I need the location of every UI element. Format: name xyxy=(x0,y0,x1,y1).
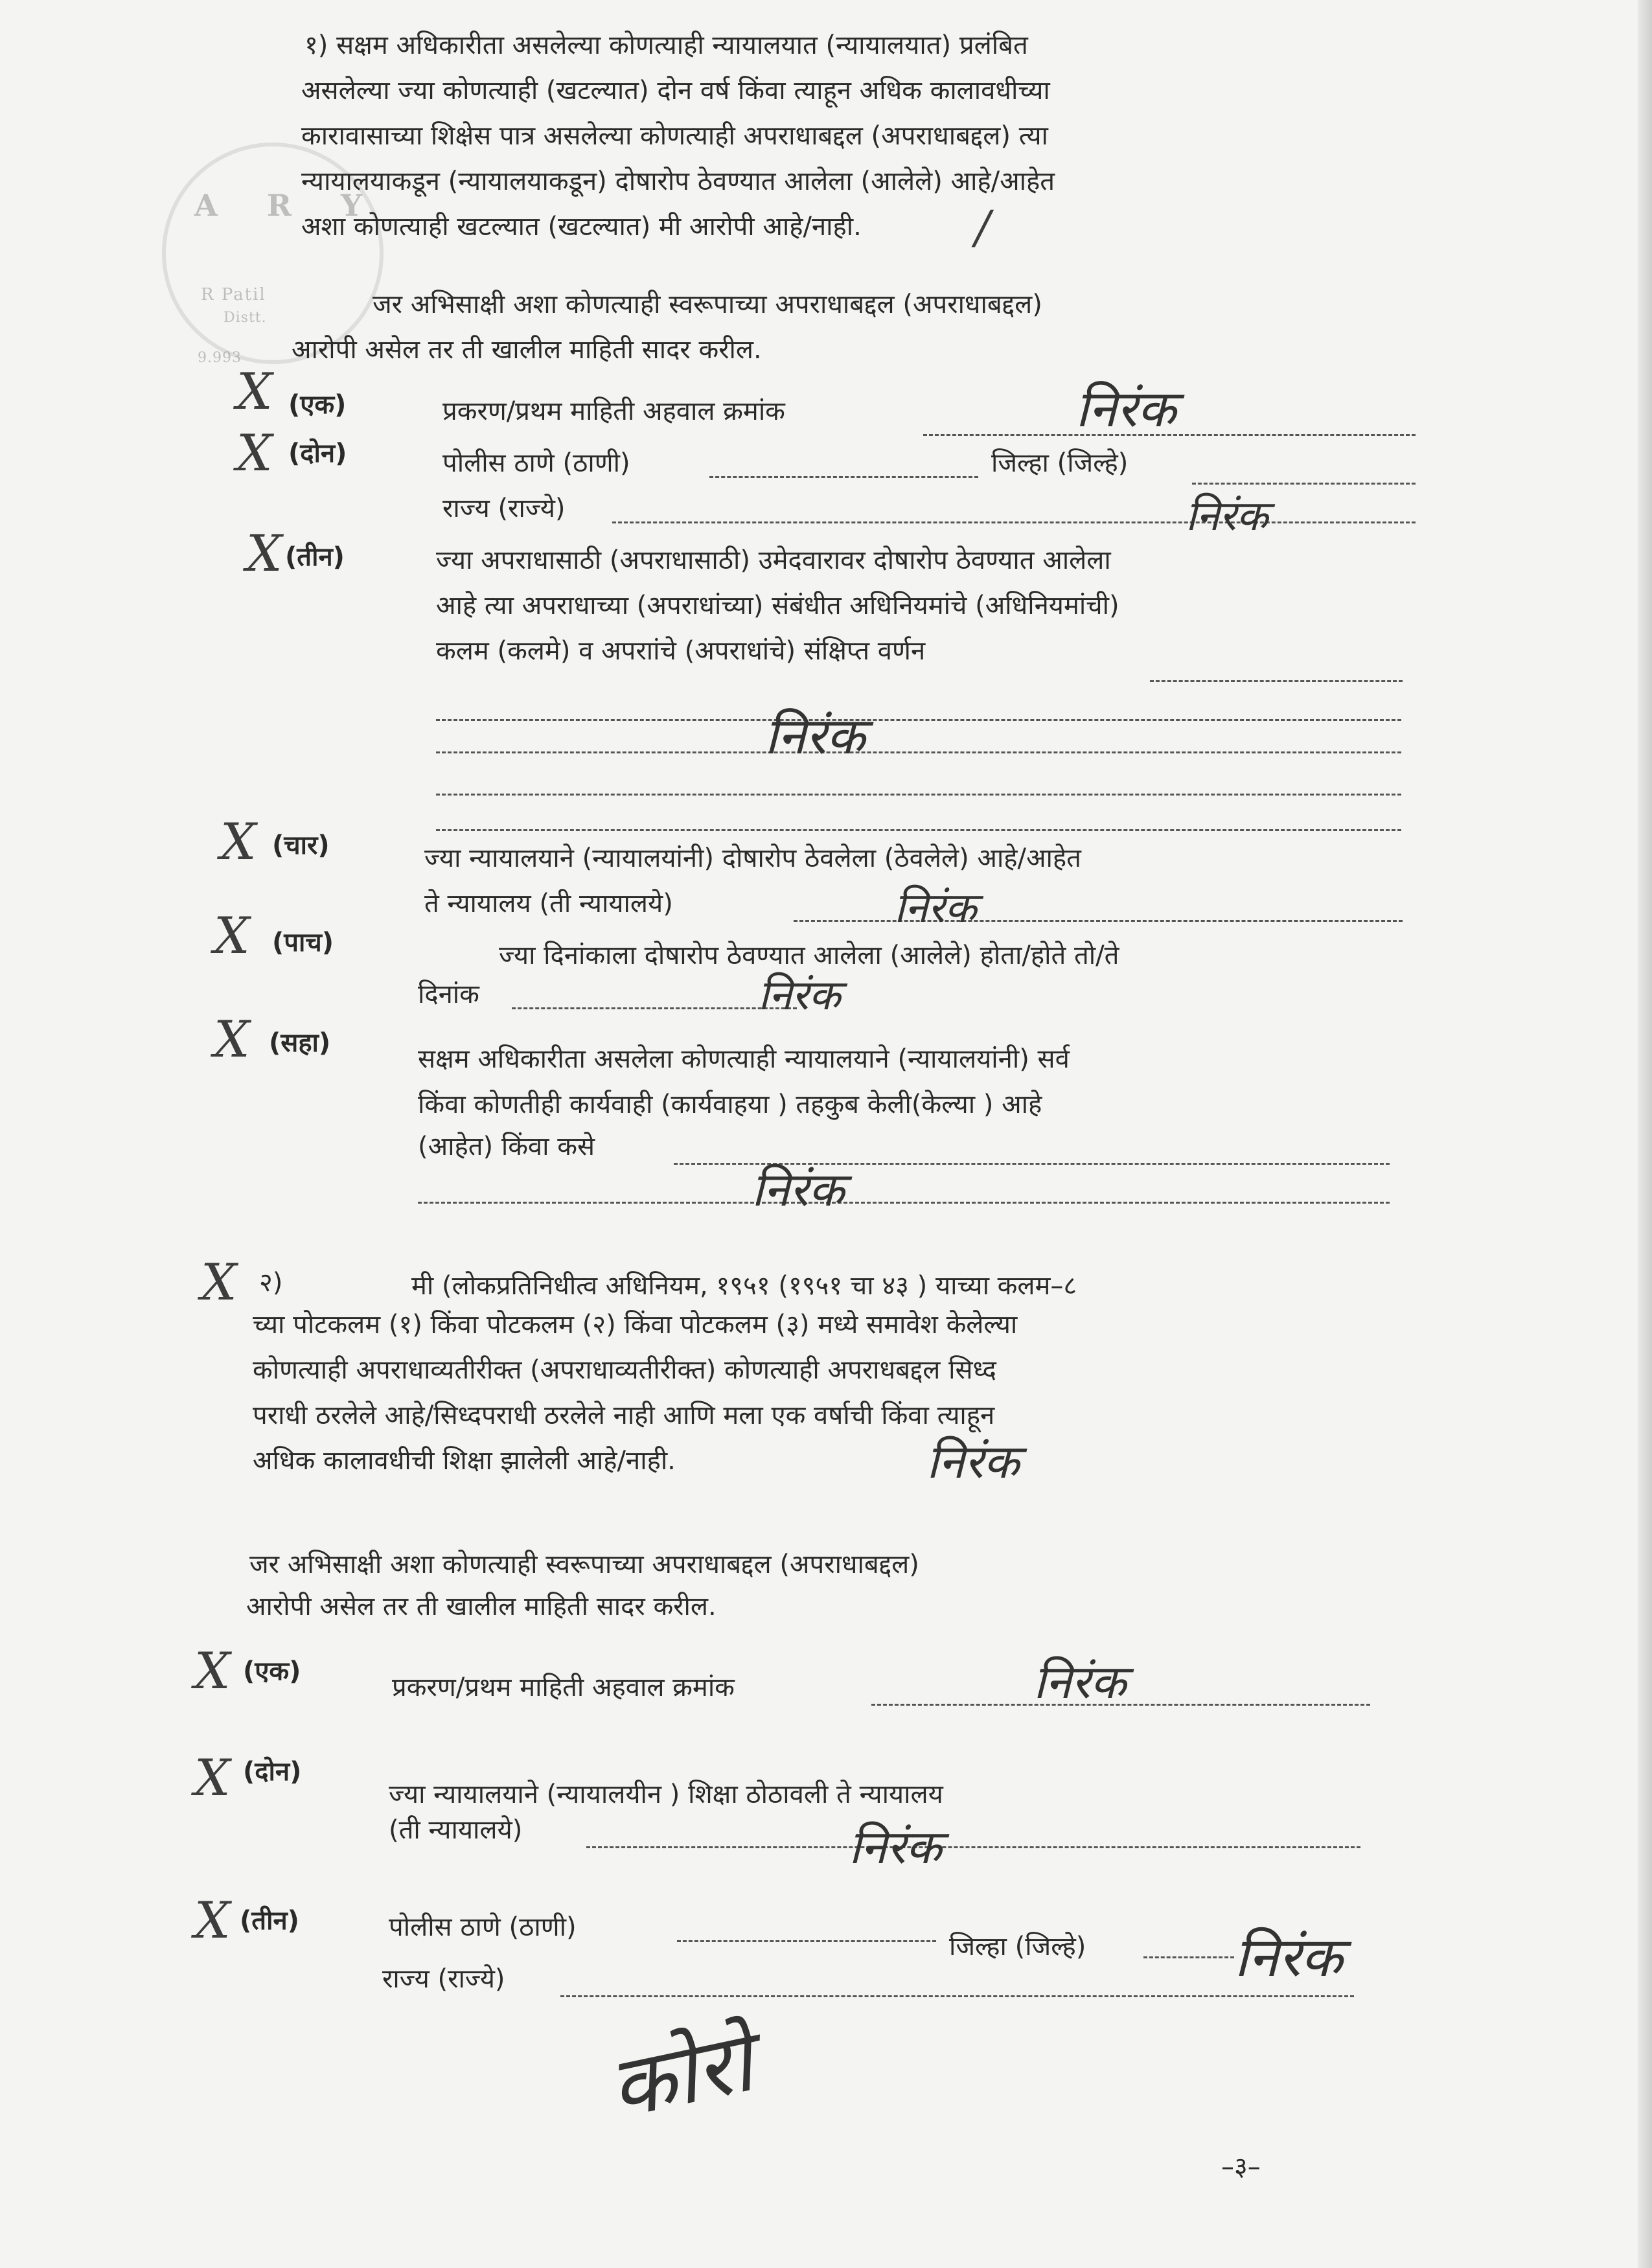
sec1-intro-2: आरोपी असेल तर ती खालील माहिती सादर करील. xyxy=(292,335,762,365)
item-text: राज्य (राज्ये) xyxy=(382,1964,505,1994)
cross-mark: X xyxy=(194,1749,231,1807)
item-text: प्रकरण/प्रथम माहिती अहवाल क्रमांक xyxy=(392,1673,735,1702)
item-text: (आहेत) किंवा कसे xyxy=(418,1132,595,1162)
fill-line xyxy=(1143,1956,1234,1958)
item-text: ज्या अपराधासाठी (अपराधासाठी) उमेदवारावर दोषारोप ठेवण्यात आलेला xyxy=(436,545,1111,575)
handwritten-entry: निरंक xyxy=(1075,380,1176,439)
item-text: प्रकरण/प्रथम माहिती अहवाल क्रमांक xyxy=(442,396,785,426)
item-text: पोलीस ठाणे (ठाणी) xyxy=(389,1912,577,1942)
page-number: –३– xyxy=(1221,2152,1261,2182)
fill-line xyxy=(436,794,1401,796)
sec1-line-1: १) सक्षम अधिकारीता असलेल्या कोणत्याही न्यायालयात (न्यायालयात) प्रलंबित xyxy=(304,30,1028,60)
cross-mark: X xyxy=(236,424,273,483)
fill-line xyxy=(436,751,1401,753)
cross-mark: X xyxy=(194,1892,231,1950)
handwritten-entry: निरंक xyxy=(894,884,977,932)
sec2-line-2: च्या पोटकलम (१) किंवा पोटकलम (२) किंवा पोटकलम (३) मध्ये समावेश केलेल्या xyxy=(253,1310,1018,1340)
item-label: (दोन) xyxy=(243,1757,302,1787)
strike-mark: / xyxy=(975,201,991,254)
handwritten-entry: निरंक xyxy=(926,1434,1020,1489)
cross-mark: X xyxy=(246,525,282,583)
item-label: (दोन) xyxy=(288,439,347,468)
sec2-line-3: कोणत्याही अपराधाव्यतीरीक्त (अपराधाव्यतीरीक्त) कोणत्याही अपराधबद्दल सिध्द xyxy=(253,1355,996,1385)
handwritten-entry: निरंक xyxy=(758,972,841,1020)
cross-mark: X xyxy=(236,363,273,421)
fill-line xyxy=(612,521,1416,523)
item-text: सक्षम अधिकारीता असलेला कोणत्याही न्यायालयाने (न्यायालयांनी) सर्व xyxy=(418,1044,1070,1074)
item-text: जिल्हा (जिल्हे) xyxy=(991,448,1129,478)
fill-line xyxy=(436,719,1401,721)
fill-line xyxy=(709,476,978,478)
handwritten-entry: निरंक xyxy=(1186,492,1268,540)
handwritten-entry: निरंक xyxy=(764,707,866,766)
item-label: (एक) xyxy=(243,1656,301,1686)
item-text: ते न्यायालय (ती न्यायालये) xyxy=(424,889,673,919)
fill-line xyxy=(436,829,1401,831)
item-text: दिनांक xyxy=(418,979,479,1009)
sec2-line-4: पराधी ठरलेले आहे/सिध्दपराधी ठरलेले नाही आणि मला एक वर्षाची किंवा त्याहून xyxy=(253,1401,995,1430)
item-text: ज्या न्यायालयाने (न्यायालयांनी) दोषारोप ठेवलेला (ठेवलेले) आहे/आहेत xyxy=(424,843,1081,873)
item-text: ज्या दिनांकाला दोषारोप ठेवण्यात आलेला (आलेले) होता/होते तो/ते xyxy=(499,941,1119,970)
stamp-letters: A R Y xyxy=(194,188,382,223)
item-label: (तीन) xyxy=(240,1906,299,1936)
sec1-line-5: अशा कोणत्याही खटल्यात (खटल्यात) मी आरोपी आहे/नाही. xyxy=(301,212,862,242)
handwritten-entry: निरंक xyxy=(1234,1925,1343,1989)
stamp-no: 9.993 xyxy=(198,350,242,366)
item-text: आहे त्या अपराधाच्या (अपराधांच्या) संबंधीत अधिनियमांचे (अधिनियमांची) xyxy=(436,591,1119,621)
cross-mark: X xyxy=(214,1011,250,1069)
sec2-intro-1: जर अभिसाक्षी अशा कोणत्याही स्वरूपाच्या अपराधाबद्दल (अपराधाबद्दल) xyxy=(249,1550,919,1579)
item-text: जिल्हा (जिल्हे) xyxy=(949,1932,1086,1962)
item-label: (पाच) xyxy=(272,928,334,957)
sec1-line-3: कारावासाच्या शिक्षेस पात्र असलेल्या कोणत्याही अपराधाबद्दल (अपराधाबद्दल) त्या xyxy=(301,121,1048,151)
item-text: राज्य (राज्ये) xyxy=(442,494,566,523)
cross-mark: X xyxy=(201,1254,237,1312)
item-label: (तीन) xyxy=(285,542,345,572)
stamp-name: R Patil xyxy=(201,285,266,304)
fill-line xyxy=(1150,680,1403,682)
fill-line xyxy=(677,1940,936,1942)
item-text: (ती न्यायालये) xyxy=(389,1815,523,1845)
sec1-line-2: असलेल्या ज्या कोणत्याही (खटल्यात) दोन वर्ष किंवा त्याहून अधिक कालावधीच्या xyxy=(301,76,1050,106)
item-text: कलम (कलमे) व अपराांचे (अपराधांचे) संक्षिप्त वर्णन xyxy=(436,636,926,666)
stamp-dist: Distt. xyxy=(224,310,267,326)
sec2-line-1: मी (लोकप्रतिनिधीत्व अधिनियम, १९५१ (१९५१ चा ४३ ) याच्या कलम–८ xyxy=(411,1271,1077,1301)
fill-line xyxy=(560,1995,1354,1997)
fill-line xyxy=(794,920,1403,922)
page-edge-shadow xyxy=(1638,0,1652,2268)
item-label: (एक) xyxy=(288,390,347,420)
item-text: ज्या न्यायालयाने (न्यायालयीन ) शिक्षा ठोठावली ते न्यायालय xyxy=(389,1780,943,1809)
fill-line xyxy=(512,1007,797,1009)
cross-mark: X xyxy=(194,1642,231,1701)
fill-line xyxy=(586,1846,1360,1848)
sec1-line-4: न्यायालयाकडून (न्यायालयाकडून) दोषारोप ठेवण्यात आलेला (आलेले) आहे/आहेत xyxy=(301,166,1055,196)
sec2-number: २) xyxy=(259,1268,283,1298)
handwritten-entry: निरंक xyxy=(1033,1655,1127,1709)
item-label: (चार) xyxy=(272,830,330,860)
item-label: (सहा) xyxy=(269,1028,331,1058)
handwritten-entry: निरंक xyxy=(849,1820,942,1874)
fill-line xyxy=(418,1202,1390,1204)
handwritten-entry: निरंक xyxy=(751,1162,845,1217)
sec2-intro-2: आरोपी असेल तर ती खालील माहिती सादर करील. xyxy=(246,1592,717,1621)
sec2-line-5: अधिक कालावधीची शिक्षा झालेली आहे/नाही. xyxy=(253,1446,676,1476)
item-text: किंवा कोणतीही कार्यवाही (कार्यवाहया ) तहकुब केली(केल्या ) आहे xyxy=(418,1090,1042,1119)
signature: कोरो xyxy=(601,2011,761,2138)
cross-mark: X xyxy=(214,907,250,965)
fill-line xyxy=(1192,483,1416,485)
item-text: पोलीस ठाणे (ठाणी) xyxy=(442,448,630,478)
sec1-intro-1: जर अभिसाक्षी अशा कोणत्याही स्वरूपाच्या अपराधाबद्दल (अपराधाबद्दल) xyxy=(373,290,1042,319)
cross-mark: X xyxy=(220,813,257,871)
